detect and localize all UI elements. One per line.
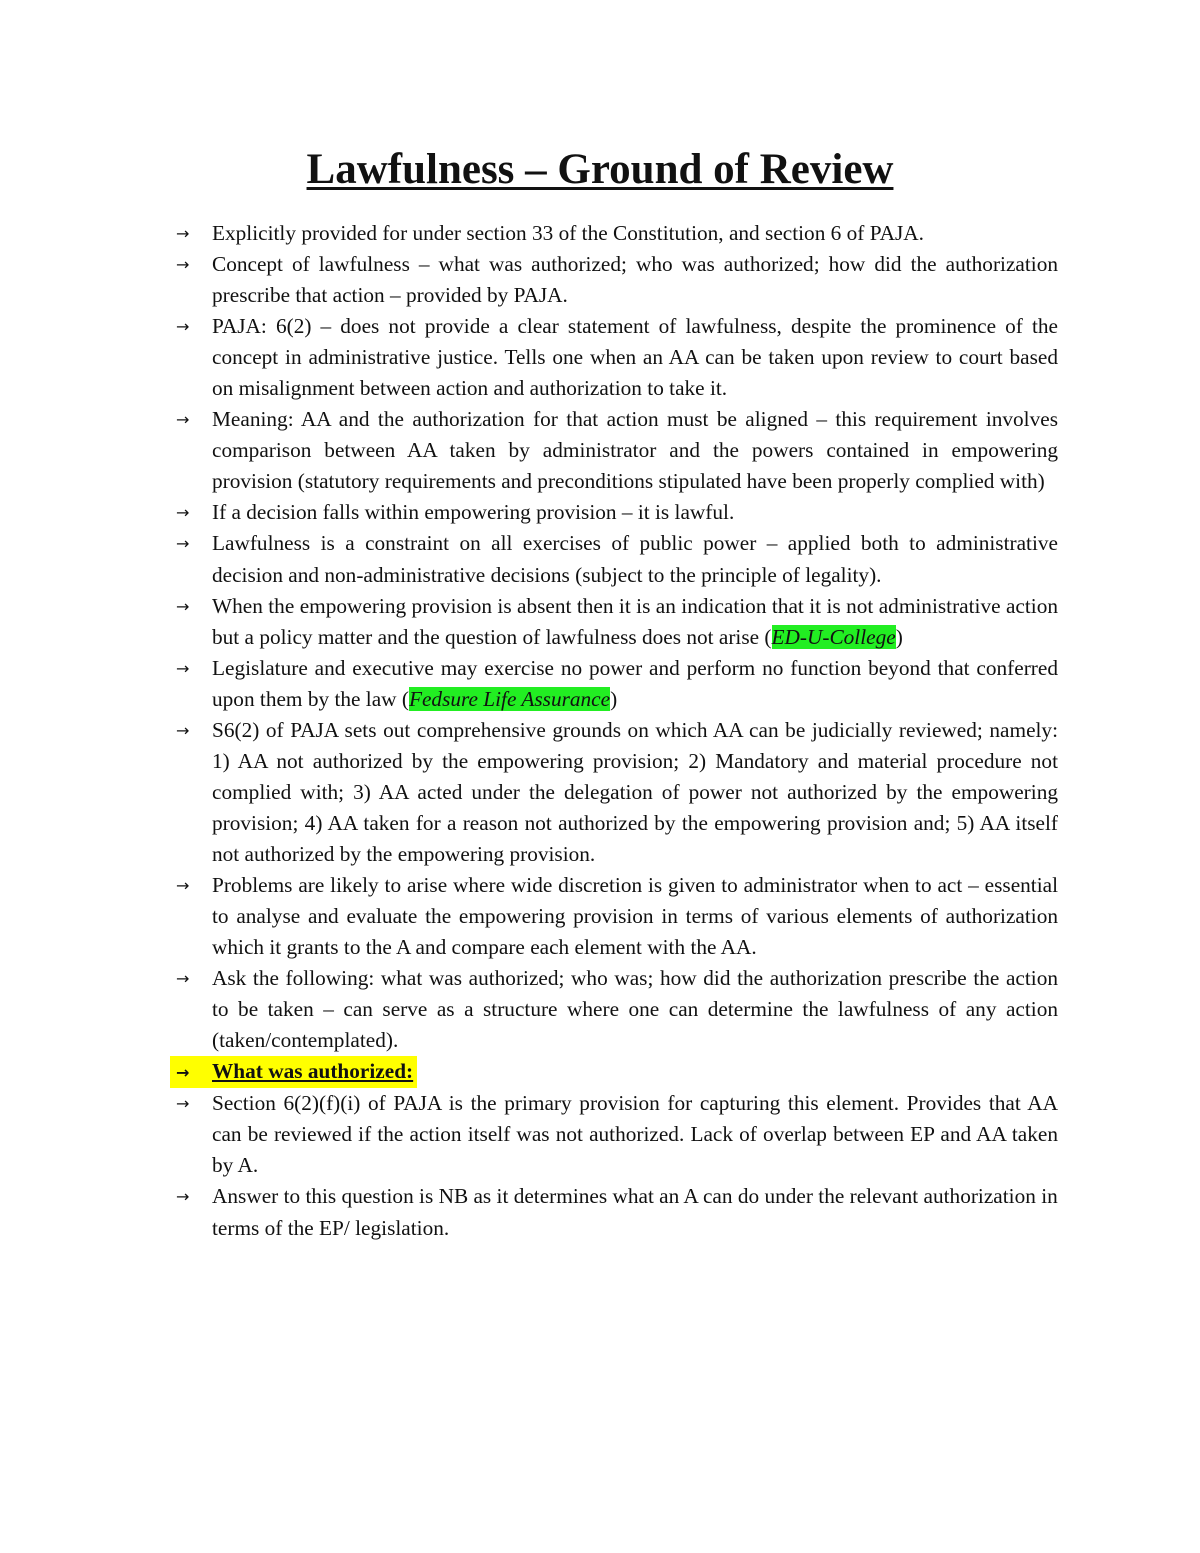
list-item-text: S6(2) of PAJA sets out comprehensive grounds on which AA can be judicially reviewed; namely: 1) AA not authorized by the empowering provision; 2) Mandatory and material procedure not complied with; 3) AA acted under the delegation of power not authorized by the empowering provision; 4) AA taken for a reason not authorized by the empowering provision and; 5) AA itself not authorized by the empowering provision. [212, 717, 1058, 866]
arrow-right-icon: → [176, 720, 190, 740]
arrow-right-icon: → [176, 969, 190, 989]
list-item-text: Answer to this question is NB as it determines what an A can do under the relevant authorization in terms of the EP/ legislation. [212, 1184, 1058, 1240]
list-item [170, 591, 1058, 653]
list-item-text: Concept of lawfulness – what was authorized; who was authorized; how did the authorization prescribe that action – provided by PAJA. [212, 252, 1058, 308]
list-item-text: Problems are likely to arise where wide discretion is given to administrator when to act – essential to analyse and evaluate the empowering provision in terms of various elements of authorization which it grants to the A and compare each element with the AA. [212, 872, 1058, 960]
list-item-text-end: ) [610, 686, 618, 711]
list-item [170, 528, 1058, 590]
arrow-right-icon: → [176, 596, 190, 616]
list-item-text: If a decision falls within empowering provision – it is lawful. [212, 500, 735, 525]
list-item [170, 963, 1058, 1056]
case-name-highlight: Fedsure Life Assurance [408, 686, 611, 711]
arrow-right-icon: → [176, 1094, 190, 1114]
list-item-text: When the empowering provision is absent then it is an indication that it is not administrative action but a policy matter and the question of lawfulness does not arise ( [212, 593, 1058, 649]
list-item [170, 249, 1058, 311]
list-item-text: Legislature and executive may exercise no power and perform no function beyond that conferred upon them by the law ( [212, 655, 1058, 711]
page-title [0, 142, 1200, 198]
case-name-highlight: ED-U-College [771, 624, 896, 649]
arrow-right-icon: → [176, 255, 190, 275]
heading-highlight [170, 1056, 417, 1088]
list-item-text: Meaning: AA and the authorization for that action must be aligned – this requirement involves comparison between AA taken by administrator and the powers contained in empowering provision (statutory requirements and preconditions stipulated have been properly complied with) [212, 407, 1058, 494]
list-item-text: Ask the following: what was authorized; who was; how did the authorization prescribe the action to be taken – can serve as a structure where one can determine the lawfulness of any action (taken/contemplated). [212, 966, 1058, 1053]
arrow-right-icon: → [176, 410, 190, 430]
list-item [170, 653, 1058, 715]
arrow-right-icon: → [176, 224, 190, 243]
list-item-text-end: ) [895, 624, 903, 649]
arrow-right-icon: → [176, 875, 190, 895]
list-item [170, 715, 1058, 870]
section-heading: What was authorized: [212, 1059, 414, 1084]
list-item-text: Explicitly provided for under section 33 of the Constitution, and section 6 of PAJA. [212, 221, 924, 245]
list-item [170, 1181, 1058, 1243]
list-item-text: Lawfulness is a constraint on all exercises of public power – applied both to administrative decision and non-administrative decisions (subject to the principle of legality). [212, 531, 1058, 587]
page-title-text: Lawfulness – Ground of Review [306, 146, 894, 193]
list-item-text: PAJA: 6(2) – does not provide a clear statement of lawfulness, despite the prominence of the concept in administrative justice. Tells one when an AA can be taken upon review to court based on misalignment between action and authorization to take it. [212, 314, 1058, 401]
arrow-right-icon: → [176, 1187, 190, 1207]
arrow-right-icon: → [176, 317, 190, 337]
list-item [170, 311, 1058, 404]
bullet-list [170, 218, 1058, 1244]
list-item-text: Section 6(2)(f)(i) of PAJA is the primary provision for capturing this element. Provides that AA can be reviewed if the action itself was not authorized. Lack of overlap between EP and AA taken by A. [212, 1091, 1058, 1178]
list-item [170, 404, 1058, 497]
arrow-right-icon: → [176, 1063, 190, 1083]
arrow-right-icon: → [176, 503, 190, 523]
arrow-right-icon: → [176, 534, 190, 554]
arrow-right-icon: → [176, 658, 190, 678]
list-item [170, 870, 1058, 963]
list-item [170, 218, 1058, 249]
list-item [170, 497, 1058, 528]
list-item [170, 1088, 1058, 1181]
list-item-heading [170, 1056, 1058, 1088]
